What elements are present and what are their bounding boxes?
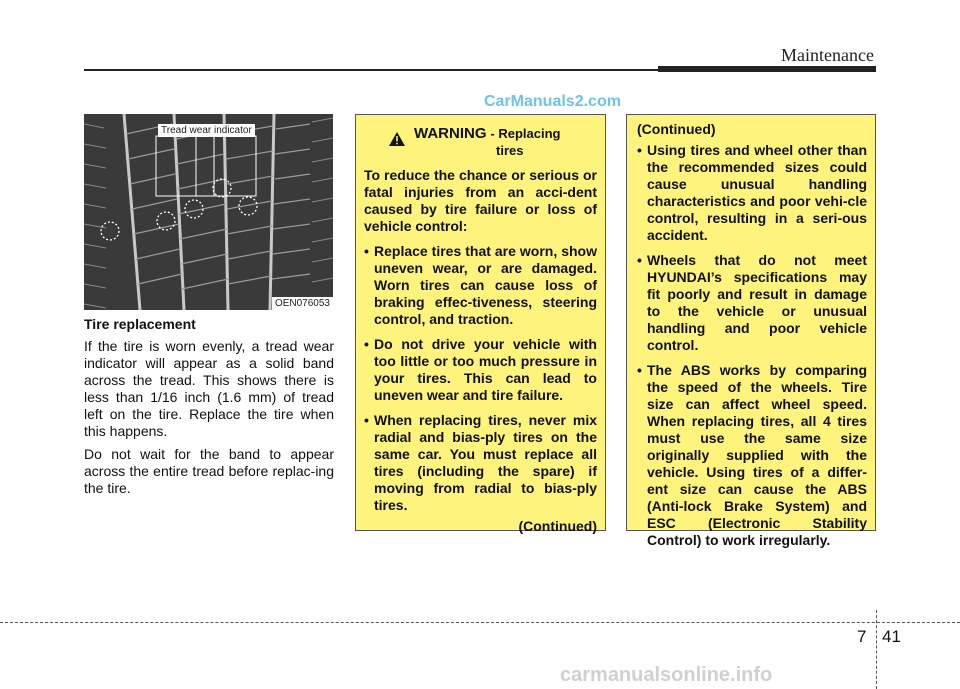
list-item: • The ABS works by comparing the speed of the wheels. Tire size can affect wheel speed. When replacing tires, all 4 tires must use the same size originally supplied with the vehicle. Using tires of a differ-ent size can cause the ABS (Anti-lock Brake System) and ESC (Electronic Stability Control) to work irregularly. bbox=[637, 362, 867, 549]
footer-divider bbox=[876, 610, 877, 689]
warning-continued-bullet-list bbox=[637, 142, 867, 549]
list-item: • Using tires and wheel other than the recommended sizes could cause unusual handling characteristics and poor vehi-cle control, resulting in a seri-ous accident. bbox=[637, 142, 867, 244]
continued-label: (Continued) bbox=[518, 518, 597, 534]
list-item: • Replace tires that are worn, show uneven wear, or are damaged. Worn tires can cause loss of braking effec-tiveness, steering control, and traction. bbox=[364, 243, 597, 328]
left-column bbox=[84, 316, 334, 503]
warning-box bbox=[355, 114, 606, 534]
header-rule-thin bbox=[84, 69, 664, 71]
continued-heading: (Continued) bbox=[637, 121, 716, 137]
chapter-number: 7 bbox=[857, 627, 867, 646]
tire-tread-illustration bbox=[84, 114, 333, 310]
warning-bullet-list bbox=[364, 243, 597, 514]
list-item: • Wheels that do not meet HYUNDAI’s specifications may fit poorly and result in damage to the vehicle or unusual handling and poor vehicle control. bbox=[637, 252, 867, 354]
header-rule-thick bbox=[658, 66, 876, 72]
watermark-bottom[interactable]: carmanualsonline.info bbox=[560, 664, 773, 686]
warning-continued-box bbox=[626, 114, 876, 548]
tire-replacement-heading: Tire replacement bbox=[84, 316, 196, 332]
warning-subtitle-line2: tires bbox=[496, 143, 524, 158]
warning-header bbox=[364, 125, 597, 161]
paragraph: Do not wait for the band to appear across the entire tread before replac-ing the tire. bbox=[84, 446, 334, 496]
warning-intro: To reduce the chance or serious or fatal injuries from an acci-dent caused by tire failure or loss of vehicle control: bbox=[364, 167, 597, 234]
tire-tread-photo bbox=[84, 114, 333, 310]
paragraph: If the tire is worn evenly, a tread wear indicator will appear as a solid band across the tread. This shows there is less than 1/16 inch (1.6 mm) of tread left on the tire. Replace the tire when this happens. bbox=[84, 338, 334, 439]
section-title: Maintenance bbox=[781, 45, 874, 65]
list-item: • When replacing tires, never mix radial and bias-ply tires on the same car. You must replace all tires (including the spare) if moving from radial to bias-ply tires. bbox=[364, 412, 597, 514]
warning-triangle-icon bbox=[388, 131, 406, 147]
warning-subtitle: - Replacing bbox=[490, 126, 561, 141]
watermark-top[interactable]: CarManuals2.com bbox=[484, 93, 621, 110]
figure-callout-label: Tread wear indicator bbox=[158, 124, 255, 137]
footer-dashed-line bbox=[0, 622, 960, 623]
figure-code: OEN076053 bbox=[272, 297, 333, 310]
warning-word: WARNING bbox=[414, 125, 487, 142]
list-item: • Do not drive your vehicle with too little or too much pressure in your tires. This can lead to uneven wear and tire failure. bbox=[364, 336, 597, 404]
page-number: 41 bbox=[882, 627, 901, 646]
